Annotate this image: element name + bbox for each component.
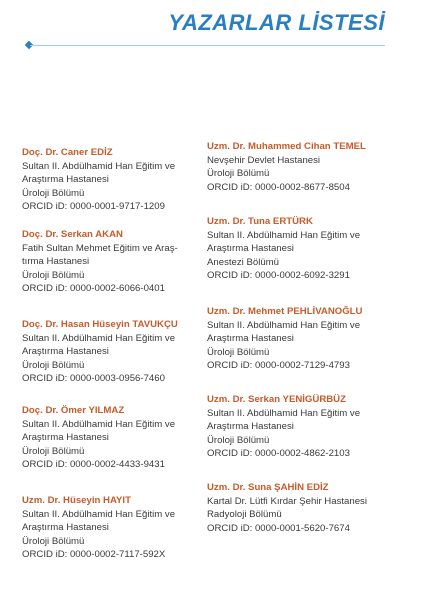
author-affiliation: Kartal Dr. Lütfi Kırdar Şehir Hastanesi bbox=[207, 496, 367, 508]
author-entry bbox=[22, 494, 202, 561]
author-entry bbox=[207, 140, 387, 194]
author-department: Üroloji Bölümü bbox=[207, 168, 270, 180]
author-entry bbox=[207, 305, 387, 372]
author-affiliation: Araştırma Hastanesi bbox=[207, 333, 294, 345]
author-name: Uzm. Dr. Tuna ERTÜRK bbox=[207, 216, 313, 227]
author-orcid: ORCID iD: 0000-0002-6066-0401 bbox=[22, 282, 165, 294]
author-entry bbox=[207, 481, 387, 535]
author-orcid: ORCID iD: 0000-0002-4862-2103 bbox=[207, 447, 350, 459]
author-name: Uzm. Dr. Hüseyin HAYIT bbox=[22, 495, 131, 506]
author-department: Üroloji Bölümü bbox=[22, 187, 85, 199]
author-affiliation: Sultan II. Abdülhamid Han Eğitim ve bbox=[22, 419, 176, 431]
author-orcid: ORCID iD: 0000-0002-8677-8504 bbox=[207, 181, 350, 193]
author-name: Doç. Dr. Hasan Hüseyin TAVUKÇU bbox=[22, 319, 178, 330]
author-name: Uzm. Dr. Muhammed Cihan TEMEL bbox=[207, 141, 366, 152]
author-affiliation: Sultan II. Abdülhamid Han Eğitim ve bbox=[22, 333, 176, 345]
author-affiliation: tırma Hastanesi bbox=[22, 256, 90, 268]
author-affiliation: Araştırma Hastanesi bbox=[22, 432, 109, 444]
author-affiliation: Fatih Sultan Mehmet Eğitim ve Araş- bbox=[22, 243, 178, 255]
author-name: Doç. Dr. Caner EDİZ bbox=[22, 147, 113, 158]
author-department: Üroloji Bölümü bbox=[207, 346, 270, 358]
author-affiliation: Sultan II. Abdülhamid Han Eğitim ve bbox=[207, 320, 361, 332]
author-department: Üroloji Bölümü bbox=[22, 269, 85, 281]
author-affiliation: Sultan II. Abdülhamid Han Eğitim ve bbox=[22, 161, 176, 173]
author-department: Üroloji Bölümü bbox=[22, 445, 85, 457]
author-department: Radyoloji Bölümü bbox=[207, 509, 282, 521]
author-affiliation: Araştırma Hastanesi bbox=[22, 174, 109, 186]
author-orcid: ORCID iD: 0000-0001-9717-1209 bbox=[22, 200, 165, 212]
author-name: Doç. Dr. Ömer YILMAZ bbox=[22, 405, 125, 416]
author-department: Üroloji Bölümü bbox=[22, 359, 85, 371]
author-entry bbox=[22, 146, 202, 213]
author-affiliation: Araştırma Hastanesi bbox=[22, 522, 109, 534]
author-affiliation: Sultan II. Abdülhamid Han Eğitim ve bbox=[22, 509, 176, 521]
author-name: Uzm. Dr. Serkan YENİGÜRBÜZ bbox=[207, 394, 346, 405]
page-title: YAZARLAR LİSTESİ bbox=[168, 10, 385, 35]
author-affiliation: Sultan II. Abdülhamid Han Eğitim ve bbox=[207, 408, 361, 420]
author-affiliation: Araştırma Hastanesi bbox=[207, 243, 294, 255]
author-entry bbox=[207, 393, 387, 460]
author-orcid: ORCID iD: 0000-0002-4433-9431 bbox=[22, 458, 165, 470]
author-entry bbox=[207, 215, 387, 282]
author-name: Uzm. Dr. Suna ŞAHİN EDİZ bbox=[207, 482, 329, 493]
author-entry bbox=[22, 404, 202, 471]
author-orcid: ORCID iD: 0000-0002-6092-3291 bbox=[207, 269, 350, 281]
author-department: Üroloji Bölümü bbox=[207, 434, 270, 446]
author-affiliation: Sultan II. Abdülhamid Han Eğitim ve bbox=[207, 230, 361, 242]
author-orcid: ORCID iD: 0000-0001-5620-7674 bbox=[207, 522, 350, 534]
author-name: Uzm. Dr. Mehmet PEHLİVANOĞLU bbox=[207, 306, 363, 317]
author-entry bbox=[22, 228, 202, 295]
author-department: Üroloji Bölümü bbox=[22, 535, 85, 547]
author-affiliation: Araştırma Hastanesi bbox=[22, 346, 109, 358]
author-department: Anestezi Bölümü bbox=[207, 256, 279, 268]
author-name: Doç. Dr. Serkan AKAN bbox=[22, 229, 123, 240]
author-orcid: ORCID iD: 0000-0002-7117-592X bbox=[22, 548, 166, 560]
header-divider bbox=[30, 45, 385, 46]
author-orcid: ORCID iD: 0000-0002-7129-4793 bbox=[207, 359, 350, 371]
author-affiliation: Nevşehir Devlet Hastanesi bbox=[207, 155, 321, 167]
author-entry bbox=[22, 318, 202, 385]
author-orcid: ORCID iD: 0000-0003-0956-7460 bbox=[22, 372, 165, 384]
author-affiliation: Araştırma Hastanesi bbox=[207, 421, 294, 433]
